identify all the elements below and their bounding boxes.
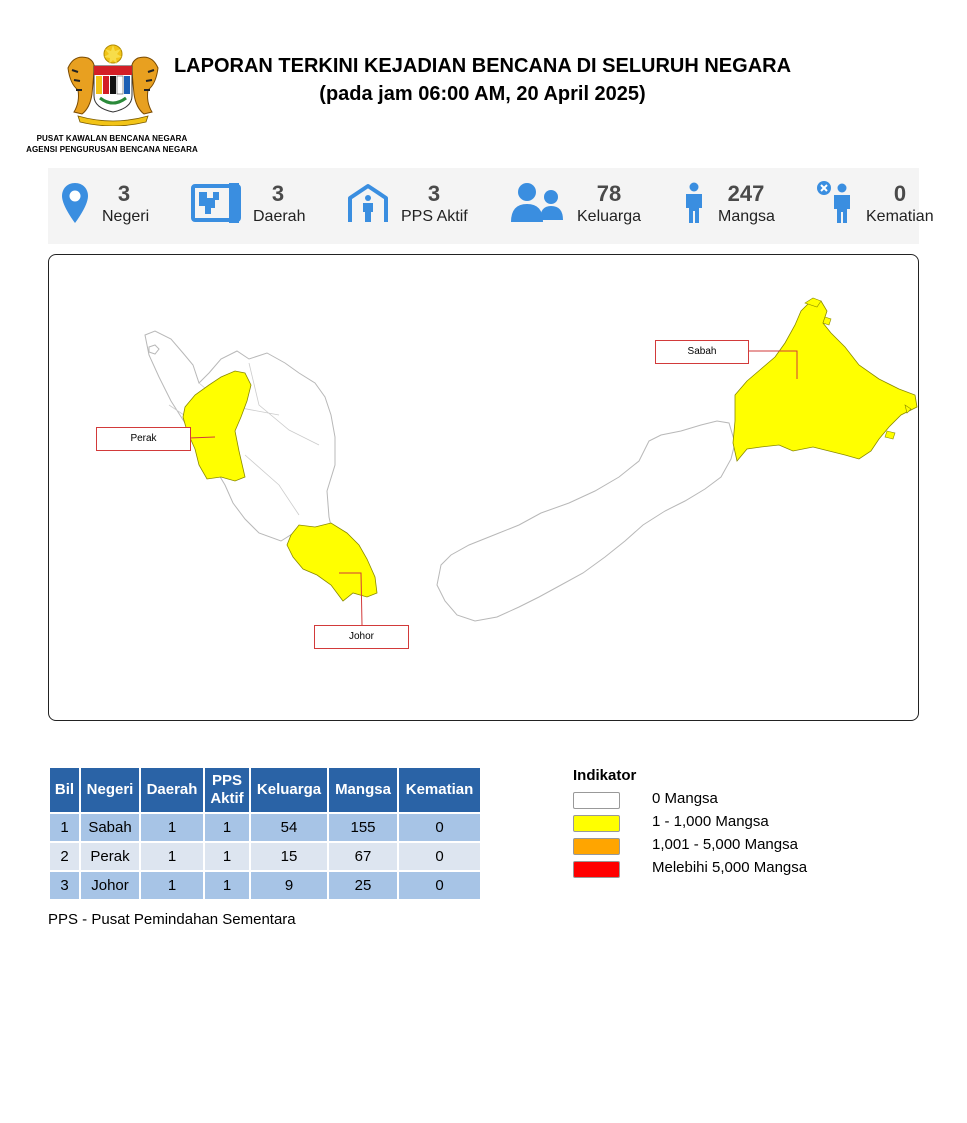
district-map-icon <box>191 182 241 224</box>
table-row <box>50 872 480 899</box>
summary-stats-bar <box>48 168 934 244</box>
cell-kematian: 0 <box>399 872 480 899</box>
legend-label-2: 1,001 - 5,000 Mangsa <box>652 836 798 853</box>
stat-negeri-label: Negeri <box>102 208 150 225</box>
legend-swatch-0 <box>573 792 620 809</box>
stat-pps-value: 3 <box>427 181 441 206</box>
stat-mangsa-value: 247 <box>727 181 765 206</box>
legend-swatch-2 <box>573 838 620 855</box>
cell-bil: 1 <box>50 814 79 841</box>
cell-negeri: Perak <box>81 843 139 870</box>
map-label-perak: Perak <box>96 427 191 451</box>
col-keluarga: Keluarga <box>251 768 327 812</box>
legend-label-3: Melebihi 5,000 Mangsa <box>652 859 808 876</box>
cell-kematian: 0 <box>399 814 480 841</box>
cell-pps: 1 <box>205 814 249 841</box>
stat-mangsa-label: Mangsa <box>718 208 775 225</box>
sarawak-outline <box>437 421 735 621</box>
stat-daerah-value: 3 <box>271 181 285 206</box>
cell-pps: 1 <box>205 872 249 899</box>
cell-daerah: 1 <box>141 872 203 899</box>
cell-bil: 3 <box>50 872 79 899</box>
map-label-sabah: Sabah <box>655 340 749 364</box>
cell-mangsa: 155 <box>329 814 397 841</box>
cell-mangsa: 25 <box>329 872 397 899</box>
col-mangsa: Mangsa <box>329 768 397 812</box>
agency-name-line1: PUSAT KAWALAN BENCANA NEGARA <box>36 134 188 143</box>
cell-keluarga: 54 <box>251 814 327 841</box>
malaysia-map <box>48 254 919 721</box>
stat-keluarga-label: Keluarga <box>577 208 642 225</box>
death-icon <box>816 180 854 224</box>
cell-negeri: Sabah <box>81 814 139 841</box>
map-label-johor: Johor <box>314 625 409 649</box>
stat-kematian-label: Kematian <box>866 208 934 225</box>
stat-daerah-label: Daerah <box>253 208 306 225</box>
map-drawing <box>49 255 918 720</box>
report-time: (pada jam 06:00 AM, 20 April 2025) <box>319 83 646 105</box>
cell-mangsa: 67 <box>329 843 397 870</box>
col-pps <box>205 768 249 812</box>
stat-pps-label: PPS Aktif <box>401 208 468 225</box>
legend-swatch-1 <box>573 815 620 832</box>
col-kematian: Kematian <box>399 768 480 812</box>
table-row <box>50 814 480 841</box>
map-pin-icon <box>61 182 89 224</box>
footnote: PPS - Pusat Pemindahan Sementara <box>48 911 296 928</box>
table-header-row <box>50 768 480 812</box>
family-icon <box>510 182 564 224</box>
col-daerah: Daerah <box>141 768 203 812</box>
cell-kematian: 0 <box>399 843 480 870</box>
col-bil: Bil <box>50 768 79 812</box>
johor-region <box>287 523 377 601</box>
cell-daerah: 1 <box>141 843 203 870</box>
stat-keluarga-value: 78 <box>596 181 622 206</box>
coat-of-arms-logo <box>60 40 166 126</box>
cell-pps: 1 <box>205 843 249 870</box>
stat-negeri-value: 3 <box>117 181 131 206</box>
cell-bil: 2 <box>50 843 79 870</box>
page-title: LAPORAN TERKINI KEJADIAN BENCANA DI SELURUH NEGARA <box>173 55 792 77</box>
agency-name-line2: AGENSI PENGURUSAN BENCANA NEGARA <box>26 145 198 154</box>
cell-keluarga: 9 <box>251 872 327 899</box>
cell-keluarga: 15 <box>251 843 327 870</box>
cell-negeri: Johor <box>81 872 139 899</box>
col-negeri: Negeri <box>81 768 139 812</box>
table-row <box>50 843 480 870</box>
col-pps-text: PPS Aktif <box>210 772 244 807</box>
disaster-table <box>48 766 482 901</box>
shelter-icon <box>346 182 390 224</box>
legend-swatch-3 <box>573 861 620 878</box>
stat-kematian-value: 0 <box>893 181 907 206</box>
legend-title: Indikator <box>573 767 637 784</box>
cell-daerah: 1 <box>141 814 203 841</box>
legend-label-1: 1 - 1,000 Mangsa <box>652 813 769 830</box>
person-icon <box>682 182 706 224</box>
legend-label-0: 0 Mangsa <box>652 790 718 807</box>
